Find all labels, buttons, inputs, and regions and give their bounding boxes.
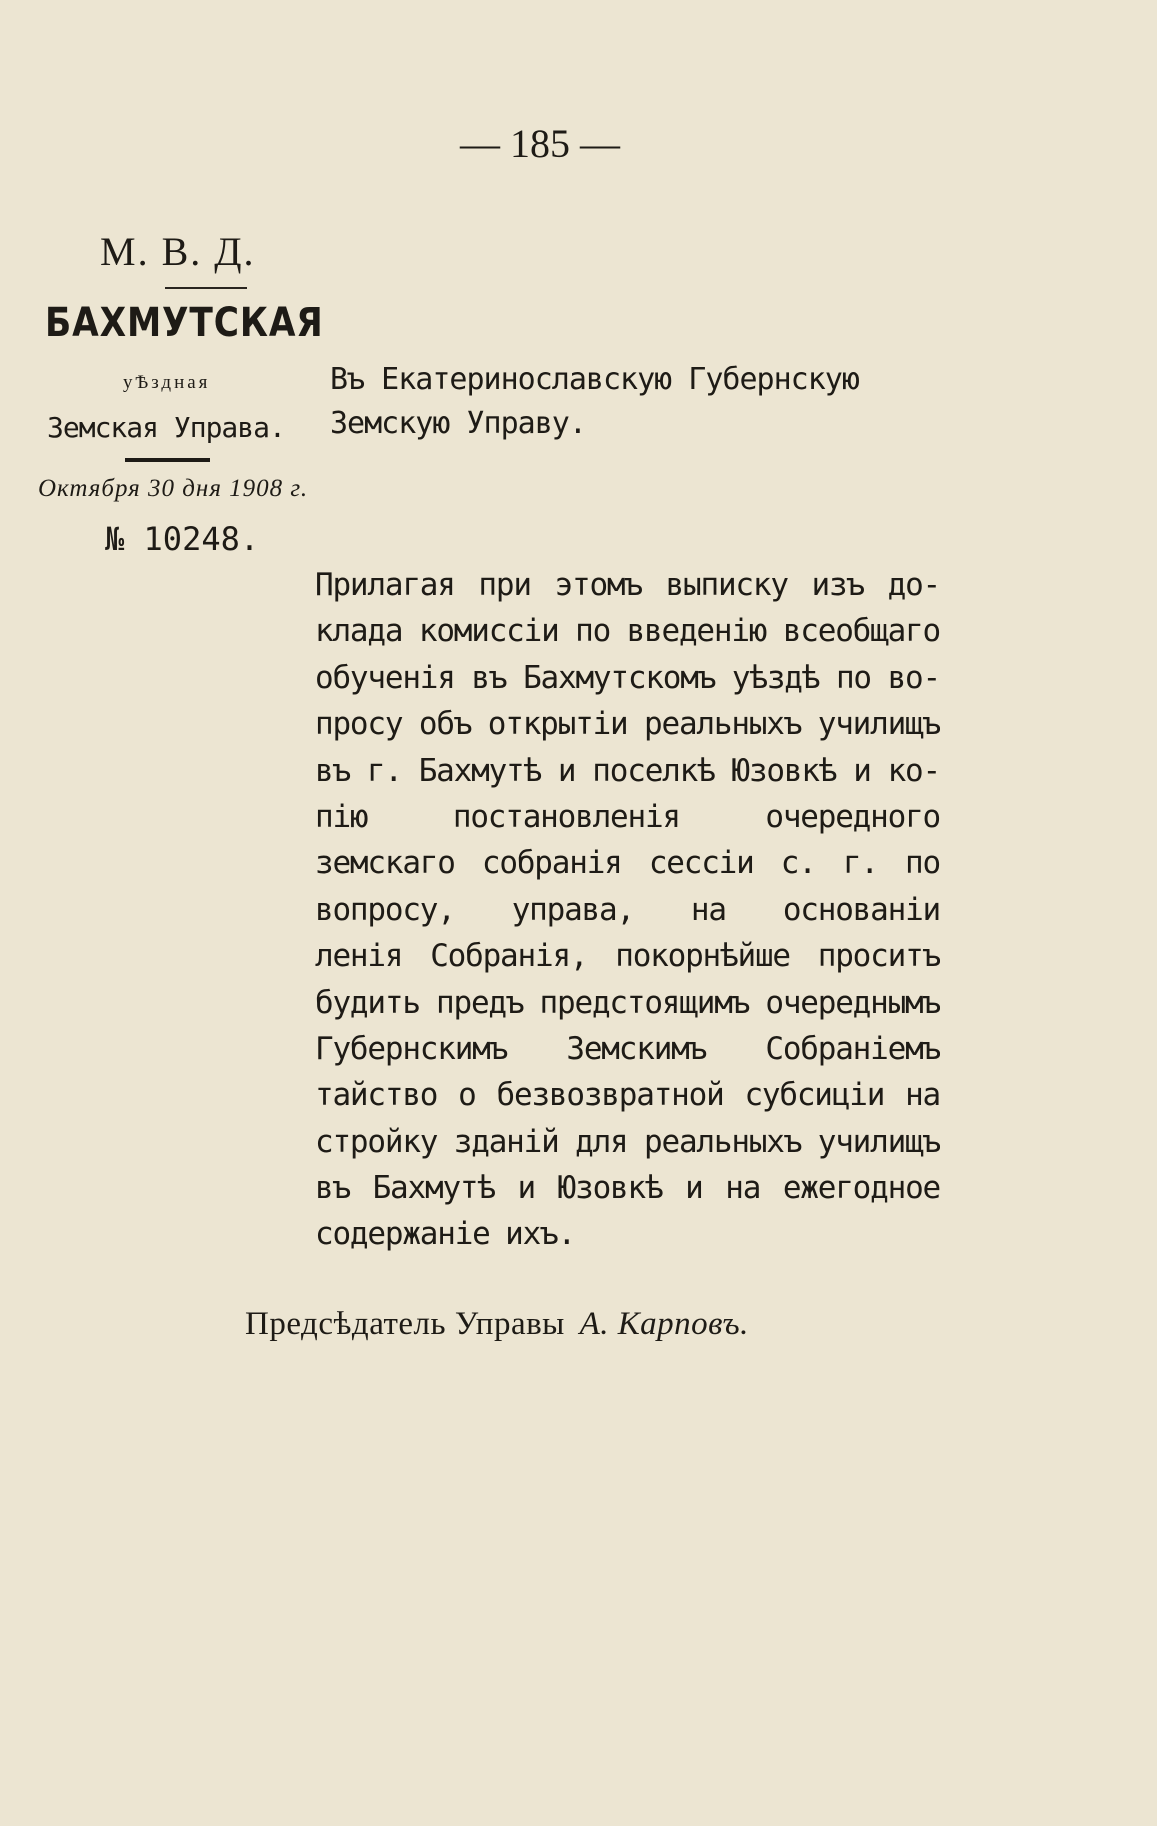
letter-date: Октября 30 дня 1908 г. (38, 475, 309, 502)
letter-body (315, 562, 940, 1258)
signature-title: Предсѣдатель Управы (245, 1306, 565, 1342)
addressee (330, 358, 859, 446)
body-line: содержаніе ихъ. (315, 1216, 575, 1253)
signature-block (245, 1306, 749, 1343)
body-line: въ г. Бахмутѣ и поселкѣ Юзовкѣ и ко- (315, 752, 940, 789)
board-type: уѢздная (123, 372, 211, 393)
board-kind: Земская Управа. (47, 411, 285, 444)
body-line: Прилагая при этомъ выписку изъ до- (315, 567, 940, 603)
page-number: — 185 — (460, 121, 620, 166)
body-line: пію постановленія очередного (315, 798, 940, 835)
document-number: № 10248. (105, 520, 260, 558)
body-line: тайство о безвозвратной субсиціи на (315, 1077, 940, 1114)
addressee-line: Въ Екатеринославскую Губернскую (330, 362, 859, 397)
divider-rule (165, 287, 247, 289)
addressee-line: Земскую Управу. (330, 406, 586, 441)
divider-rule-bold (125, 458, 210, 462)
body-line: будить предъ предстоящимъ очереднымъ (315, 984, 940, 1021)
board-name: БАХМУТСКАЯ (45, 300, 324, 346)
body-line: земскаго собранія сессіи с. г. по (315, 845, 940, 882)
body-line: клада комиссіи по введенію всеобщаго (315, 613, 940, 650)
body-line: Губернскимъ Земскимъ Собраніемъ (315, 1030, 940, 1067)
body-line: просу объ открытіи реальныхъ училищъ (315, 706, 940, 743)
body-line: обученія въ Бахмутскомъ уѣздѣ по во- (315, 659, 940, 696)
body-line: ленія Собранія, покорнѣйше проситъ (315, 938, 940, 975)
signature-name: А. Карповъ. (579, 1306, 749, 1342)
body-line: въ Бахмутѣ и Юзовкѣ и на ежегодное (315, 1170, 940, 1207)
body-line: стройку зданій для реальныхъ училищъ (315, 1123, 940, 1160)
ministry-abbreviation: М. В. Д. (100, 229, 256, 274)
body-line: вопросу, управа, на основаніи (315, 891, 940, 928)
